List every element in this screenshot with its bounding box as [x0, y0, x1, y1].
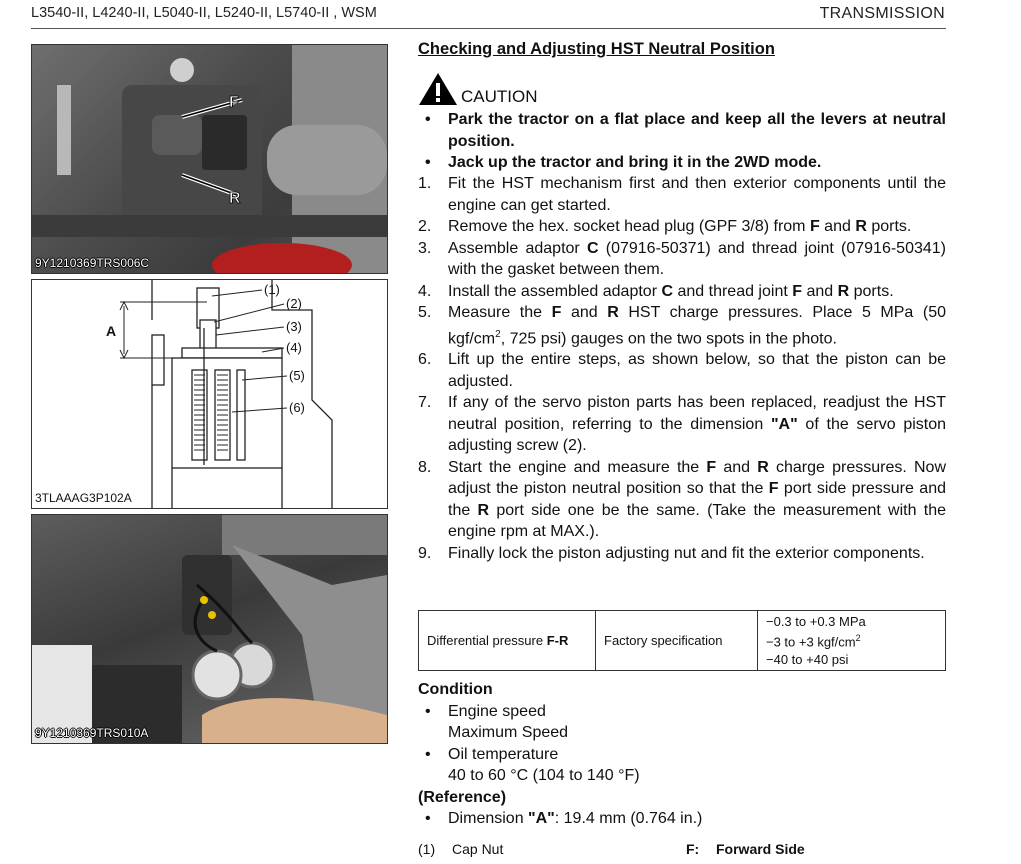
legend-value: Forward Side — [716, 841, 805, 857]
header-section: TRANSMISSION — [819, 5, 945, 22]
callout-3: (3) — [286, 319, 302, 334]
spec-value-mpa: −0.3 to +0.3 MPa — [766, 614, 866, 630]
step-item: 7. If any of the servo piston parts has been replaced, readjust the HST neutral position, referring to the dimension "A" of the servo piston adjusting screw (2). — [418, 394, 947, 455]
legend-key: F: — [686, 841, 700, 857]
callout-2: (2) — [286, 296, 302, 311]
table-row — [419, 611, 946, 671]
caution-item: • Jack up the tractor and bring it in the 2WD mode. — [418, 152, 946, 174]
dimension-a-label: A — [106, 323, 117, 339]
header-divider — [31, 28, 946, 29]
spec-values-cell — [758, 611, 946, 671]
step-item: 4. Install the assembled adaptor C and thread joint F and R ports. — [418, 282, 894, 300]
step-item: 9. Finally lock the piston adjusting nut and fit the exterior components. — [418, 544, 925, 562]
photo-hst-ports-illustration — [32, 45, 387, 273]
photo-label-f: F — [229, 94, 239, 111]
caution-label: CAUTION — [461, 87, 538, 106]
step-item: 5. Measure the F and R HST charge pressures. Place 5 MPa (50 kgf/$cm^2$, 725 psi) gauges on the two spots in the photo. — [418, 304, 947, 347]
caution-item: • Park the tractor on a flat place and keep all the levers at neutral position. — [418, 109, 946, 152]
photo-label-r: R — [229, 190, 241, 207]
condition-value: Maximum Speed — [448, 724, 569, 741]
spec-item-cell: Differential pressure F-R — [419, 611, 596, 671]
photo-pressure-gauges — [31, 514, 388, 744]
diagram-servo-piston-illustration — [32, 280, 387, 508]
callout-5: (5) — [289, 368, 305, 383]
step-item: 6. Lift up the entire steps, as shown below, so that the piston can be adjusted. — [418, 351, 946, 390]
spec-value-psi: −40 to +40 psi — [766, 651, 849, 667]
photo1-code: 9Y1210369TRS006C — [35, 256, 150, 270]
section-title: Checking and Adjusting HST Neutral Position — [418, 40, 775, 58]
condition-item: • Oil temperature — [425, 745, 559, 763]
step-item: 2. Remove the hex. socket head plug (GPF 3/8) from F and R ports. — [418, 218, 912, 235]
condition-block — [418, 679, 946, 830]
warning-triangle-icon — [418, 72, 458, 106]
step-item: 8. Start the engine and measure the F and R charge pressures. Now adjust the piston neutral position so that the F port side pressure and the R port side one be the same. (Take the measurement with the engine rpm at MAX.). — [418, 458, 947, 541]
photo2-code: 9Y1210369TRS010A — [35, 726, 149, 740]
diagram-code: 3TLAAAG3P102A — [35, 491, 132, 505]
reference-item: • Dimension "A": 19.4 mm (0.764 in.) — [425, 810, 703, 827]
callout-6: (6) — [289, 400, 305, 415]
reference-heading: (Reference) — [418, 788, 507, 806]
caution-list — [418, 109, 946, 174]
condition-heading: Condition — [418, 681, 493, 698]
caution-block — [418, 72, 538, 111]
legend-text: Cap Nut — [452, 841, 504, 857]
spec-table — [418, 610, 946, 671]
procedure-steps — [418, 173, 946, 564]
condition-value: 40 to 60 °C (104 to 140 °F) — [448, 767, 640, 784]
spec-value-kgf: −3 to +3 kgf/$cm^2$ — [766, 633, 861, 650]
spec-type-cell: Factory specification — [596, 611, 758, 671]
step-item: 1. Fit the HST mechanism first and then exterior components until the engine can get started. — [418, 175, 946, 214]
callout-4: (4) — [286, 340, 302, 355]
legend-number: (1) — [418, 841, 436, 857]
photo-pressure-gauges-illustration — [32, 515, 387, 743]
callout-1: (1) — [264, 282, 280, 297]
diagram-servo-piston — [31, 279, 388, 509]
step-item: 3. Assemble adaptor C (07916-50371) and thread joint (07916-50341) with the gasket between them. — [418, 239, 947, 278]
header-models: L3540-II, L4240-II, L5040-II, L5240-II, L5740-II , WSM — [31, 5, 377, 21]
photo-hst-ports — [31, 44, 388, 274]
condition-item: • Engine speed — [425, 702, 546, 720]
